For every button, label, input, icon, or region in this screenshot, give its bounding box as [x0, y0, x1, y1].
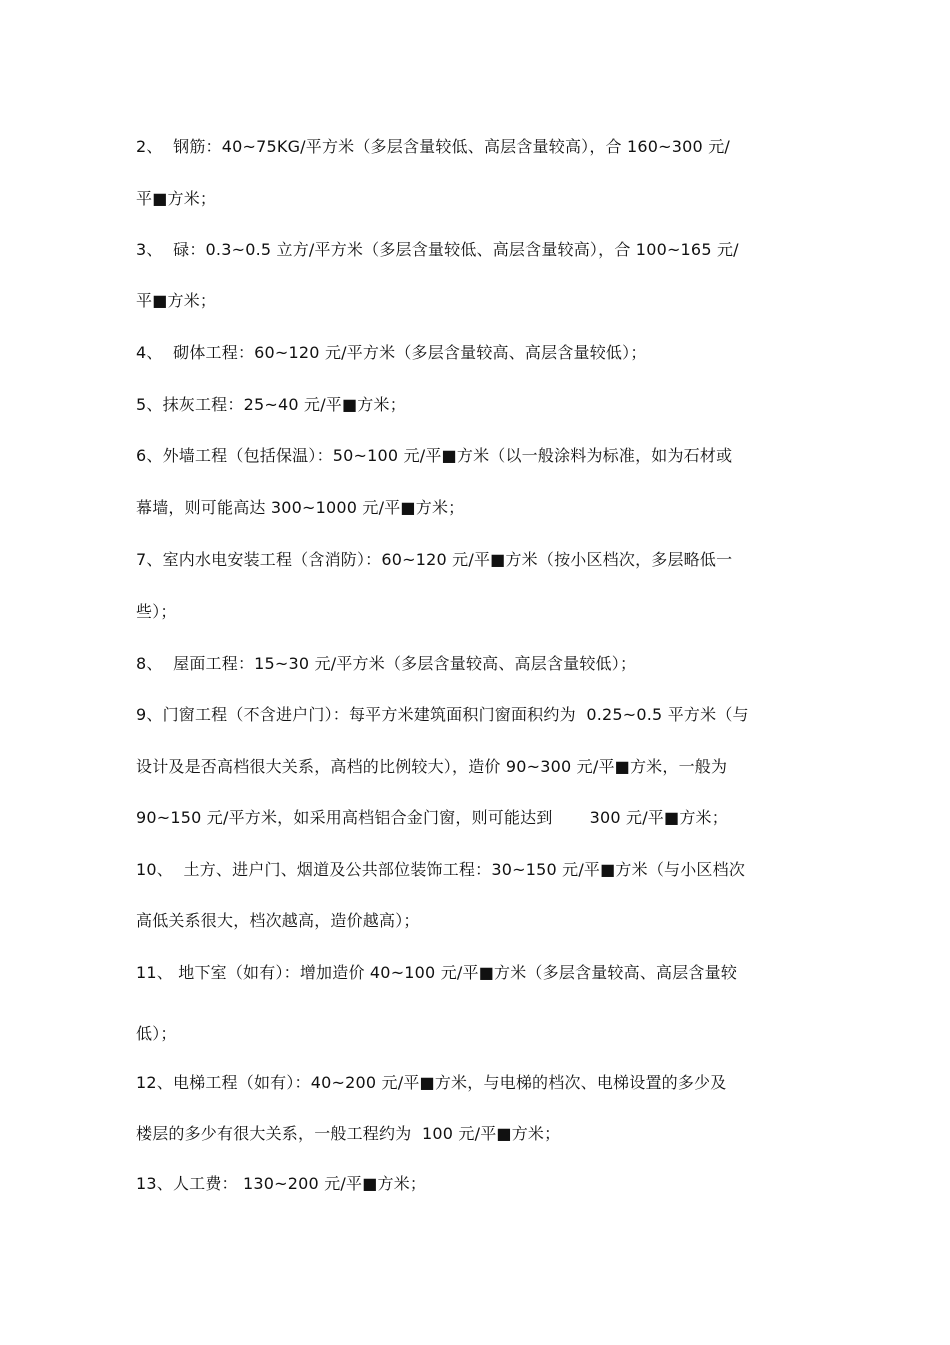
text-line: 9、门窗工程（不含进户门）：每平方米建筑面积门窗面积约为 0.25~0.5 平方米（与 [136, 705, 749, 724]
text-line: 4、 砌体工程：60~120 元/平方米（多层含量较高、高层含量较低）； [136, 343, 647, 362]
text-line: 平■方米； [136, 189, 217, 208]
text-line: 楼层的多少有很大关系，一般工程约为 100 元/平■方米； [136, 1124, 561, 1143]
text-line: 7、室内水电安装工程（含消防）：60~120 元/平■方米（按小区档次，多层略低一 [136, 550, 733, 569]
text-line: 2、 钢筋：40~75KG/平方米（多层含量较低、高层含量较高），合 160~300 元/ [136, 137, 731, 156]
text-line: 高低关系很大，档次越高，造价越高）； [136, 911, 420, 930]
text-line: 13、人工费： 130~200 元/平■方米； [136, 1174, 427, 1193]
text-line: 6、外墙工程（包括保温）：50~100 元/平■方米（以一般涂料为标准，如为石材或 [136, 446, 733, 465]
text-line: 90~150 元/平方米，如采用高档铝合金门窗，则可能达到 300 元/平■方米； [136, 808, 728, 827]
text-line: 3、 碌：0.3~0.5 立方/平方米（多层含量较低、高层含量较高），合 100~165 元/ [136, 240, 739, 259]
text-line: 12、电梯工程（如有）：40~200 元/平■方米，与电梯的档次、电梯设置的多少及 [136, 1073, 727, 1092]
text-line: 幕墙，则可能高达 300~1000 元/平■方米； [136, 498, 465, 517]
text-line: 设计及是否高档很大关系，高档的比例较大），造价 90~300 元/平■方米，一般为 [136, 757, 728, 776]
text-line: 11、 地下室（如有）：增加造价 40~100 元/平■方米（多层含量较高、高层含量较 [136, 963, 738, 982]
text-line: 平■方米； [136, 291, 217, 310]
text-line: 低）； [136, 1024, 177, 1043]
text-line: 10、 土方、进户门、烟道及公共部位装饰工程：30~150 元/平■方米（与小区档次 [136, 860, 746, 879]
text-line: 些）； [136, 602, 177, 621]
text-line: 8、 屋面工程：15~30 元/平方米（多层含量较高、高层含量较低）； [136, 654, 637, 673]
text-line: 5、抹灰工程：25~40 元/平■方米； [136, 395, 406, 414]
